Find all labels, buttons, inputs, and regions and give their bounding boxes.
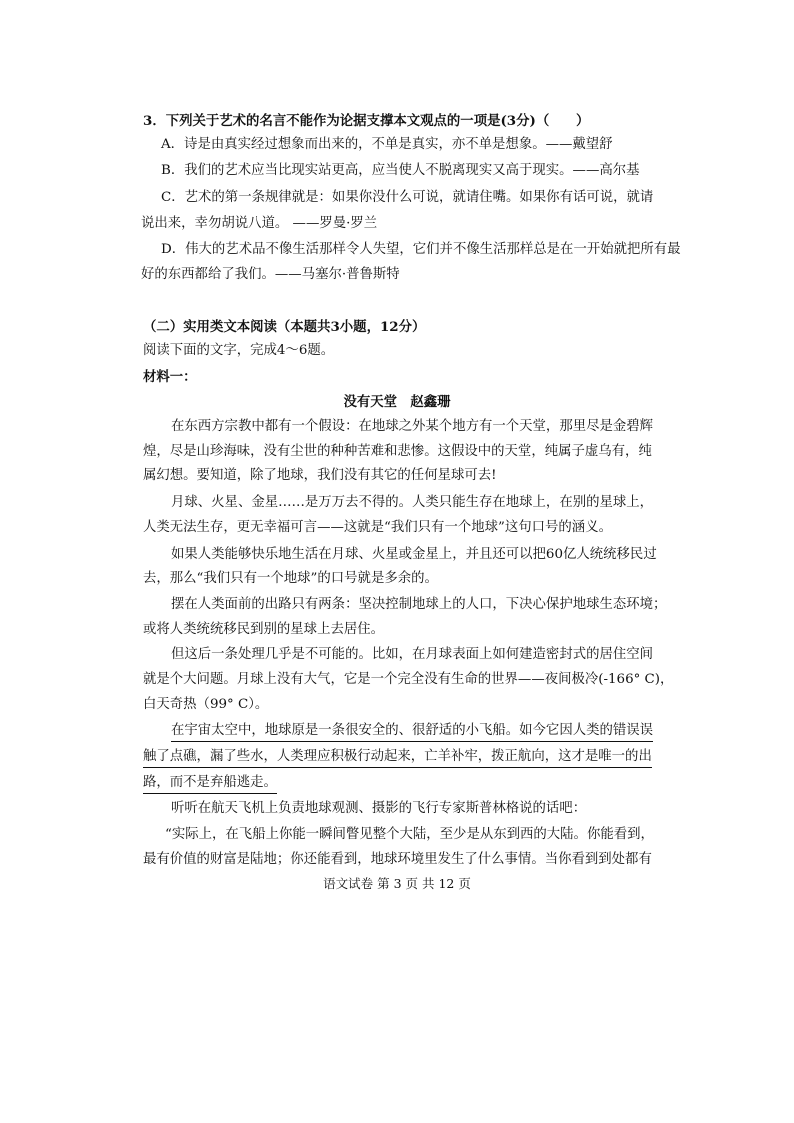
material-label: 材料一：	[143, 369, 197, 385]
section-heading: （二）实用类文本阅读（本题共3小题，12分）	[143, 319, 426, 335]
paragraph-5-line-3: 白天奇热（99° C）。	[143, 697, 269, 712]
article-title: 没有天堂 赵鑫珊	[343, 394, 451, 410]
underlined-paragraph-6-line-3: 路，而不是弃船逃走。	[143, 774, 277, 794]
paragraph-3-line-1: 如果人类能够快乐地生活在月球、火星或金星上，并且还可以把60亿人统统移民过	[171, 547, 657, 562]
paragraph-5-line-2: 就是个大问题。月球上没有大气，它是一个完全没有生命的世界——夜间极冷(-166° C)，	[143, 672, 674, 687]
paragraph-2-line-2: 人类无法生存，更无幸福可言——这就是“我们只有一个地球”这句口号的涵义。	[143, 520, 612, 535]
question-3-option-c-line2: 说出来，幸勿胡说八道。 ——罗曼·罗兰	[141, 216, 378, 231]
question-3-option-c-line1: C．艺术的第一条规律就是：如果你没什么可说，就请住嘴。如果你有话可说，就请	[161, 190, 654, 205]
paragraph-4-line-1: 摆在人类面前的出路只有两条：坚决控制地球上的人口，下决心保护地球生态环境；	[171, 597, 667, 612]
page-footer: 语文试卷 第 3 页 共 12 页	[323, 876, 471, 891]
paragraph-1-line-3: 属幻想。要知道，除了地球，我们没有其它的任何星球可去!	[143, 468, 497, 483]
question-3-option-d-line1: D．伟大的艺术品不像生活那样令人失望，它们并不像生活那样总是在一开始就把所有最	[161, 242, 681, 257]
paragraph-8-line-1: “实际上，在飞船上你能一瞬间瞥见整个大陆，至少是从东到西的大陆。你能看到，	[165, 827, 654, 842]
question-3-stem: 3．下列关于艺术的名言不能作为论据支撑本文观点的一项是(3分)（ ）	[143, 113, 590, 129]
underlined-paragraph-6-line-2: 触了点礁，漏了些水，人类理应积极行动起来，亡羊补牢，拨正航向，这才是唯一的出	[143, 748, 652, 768]
paragraph-5-line-1: 但这后一条处理几乎是不可能的。比如，在月球表面上如何建造密封式的居住空间	[171, 647, 654, 662]
section-instruction: 阅读下面的文字，完成4～6题。	[143, 343, 335, 358]
question-3-option-b: B．我们的艺术应当比现实站更高，应当使人不脱离现实又高于现实。——高尔基	[161, 163, 640, 178]
question-3-option-a: A．诗是由真实经过想象而出来的，不单是真实，亦不单是想象。——戴望舒	[161, 137, 613, 152]
paragraph-1-line-1: 在东西方宗教中都有一个假设：在地球之外某个地方有一个天堂，那里尽是金碧辉	[171, 419, 654, 434]
paragraph-8-line-2: 最有价值的财富是陆地；你还能看到，地球环境里发生了什么事情。当你看到到处都有	[143, 852, 652, 867]
underlined-paragraph-6-line-1: 在宇宙太空中，地球原是一条很安全的、很舒适的小飞船。如今它因人类的错误误	[171, 722, 653, 742]
paragraph-7-line-1: 听听在航天飞机上负责地球观测、摄影的飞行专家斯普林格说的话吧：	[171, 801, 587, 816]
paragraph-3-line-2: 去，那么“我们只有一个地球”的口号就是多余的。	[143, 571, 438, 586]
question-3-option-d-line2: 好的东西都给了我们。——马塞尔·普鲁斯特	[141, 267, 400, 282]
paragraph-2-line-1: 月球、火星、金星……是万万去不得的。人类只能生存在地球上，在别的星球上，	[171, 495, 654, 510]
paragraph-4-line-2: 或将人类统统移民到别的星球上去居住。	[143, 622, 385, 637]
paragraph-1-line-2: 煌，尽是山珍海味，没有尘世的种种苦难和悲惨。这假设中的天堂，纯属子虚乌有，纯	[143, 444, 652, 459]
